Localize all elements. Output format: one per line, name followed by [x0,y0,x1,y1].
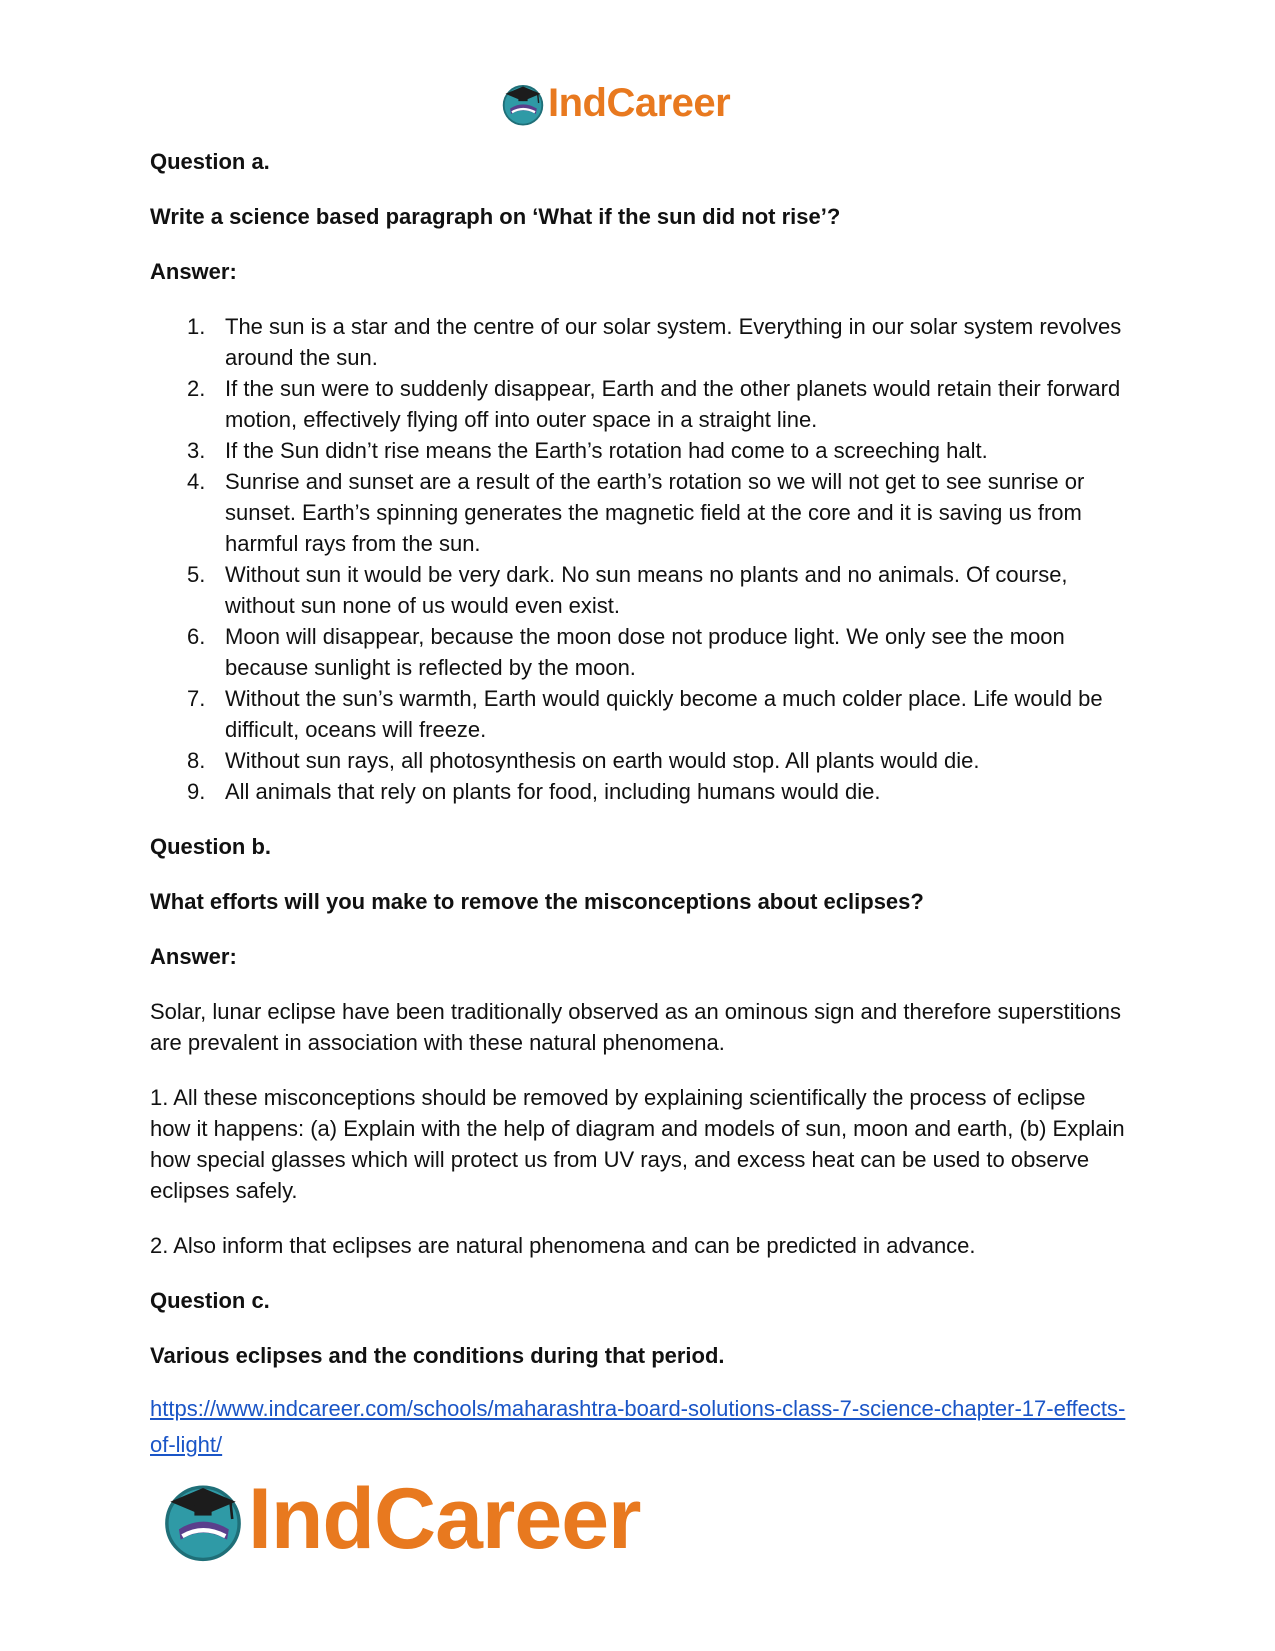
list-item-text: Without sun rays, all photosynthesis on earth would stop. All plants would die. [225,748,980,773]
question-a-heading: Question a. [150,149,270,174]
question-c-prompt: Various eclipses and the conditions during that period. [150,1343,725,1368]
brand-logo-text: IndCareer [248,1470,641,1567]
list-item-number: 5. [187,562,206,587]
list-item-text: All animals that rely on plants for food, including humans would die. [225,779,881,804]
list-item [187,776,1130,807]
question-b-answer-label: Answer: [150,944,237,969]
reference-link[interactable]: https://www.indcareer.com/schools/maharashtra-board-solutions-class-7-science-chapter-17-effects-of-light/ [150,1396,1126,1457]
question-a-prompt: Write a science based paragraph on ‘What if the sun did not rise’? [150,204,841,229]
question-c-heading: Question c. [150,1288,270,1313]
header-logo [500,78,730,128]
question-c-link-paragraph [150,1391,1130,1463]
document-content [150,146,1130,1487]
list-item-number: 8. [187,748,206,773]
list-item-text: If the Sun didn’t rise means the Earth’s rotation had come to a screeching halt. [225,438,988,463]
list-item-text: If the sun were to suddenly disappear, Earth and the other planets would retain their forward motion, effectively flying off into outer space in a straight line. [225,376,1121,432]
question-b-prompt: What efforts will you make to remove the misconceptions about eclipses? [150,889,924,914]
list-item-number: 3. [187,438,206,463]
question-b-paragraph: 2. Also inform that eclipses are natural phenomena and can be predicted in advance. [150,1233,976,1258]
globe-graduation-cap-icon [160,1476,246,1562]
list-item-text: Moon will disappear, because the moon dose not produce light. We only see the moon because sunlight is reflected by the moon. [225,624,1065,680]
list-item-number: 9. [187,779,206,804]
list-item-number: 1. [187,314,206,339]
globe-graduation-cap-icon [500,80,546,126]
question-b-paragraph: 1. All these misconceptions should be removed by explaining scientifically the process of eclipse how it happens: (a) Explain with the help of diagram and models of sun, moon and earth, (b) Explain how special glasses which will protect us from UV rays, and excess heat can be used to observe eclipses safely. [150,1085,1125,1203]
list-item [187,621,1130,683]
list-item [187,311,1130,373]
list-item [187,683,1130,745]
brand-logo-text: IndCareer [548,80,731,125]
question-a-answer-label: Answer: [150,259,237,284]
list-item-text: Without sun it would be very dark. No sun means no plants and no animals. Of course, without sun none of us would even exist. [225,562,1068,618]
question-b-paragraph: Solar, lunar eclipse have been traditionally observed as an ominous sign and therefore superstitions are prevalent in association with these natural phenomena. [150,999,1122,1055]
list-item-number: 7. [187,686,206,711]
footer-logo [160,1470,641,1567]
list-item [187,559,1130,621]
list-item [187,466,1130,559]
list-item-text: The sun is a star and the centre of our solar system. Everything in our solar system revolves around the sun. [225,314,1122,370]
list-item-number: 2. [187,376,206,401]
list-item-number: 6. [187,624,206,649]
question-b-heading: Question b. [150,834,271,859]
list-item-number: 4. [187,469,206,494]
list-item-text: Without the sun’s warmth, Earth would quickly become a much colder place. Life would be difficult, oceans will freeze. [225,686,1103,742]
list-item-text: Sunrise and sunset are a result of the earth’s rotation so we will not get to see sunrise or sunset. Earth’s spinning generates the magnetic field at the core and it is saving us from harmful rays from the sun. [225,469,1085,556]
list-item [187,745,1130,776]
list-item [187,373,1130,435]
list-item [187,435,1130,466]
question-a-answer-list [150,311,1130,807]
